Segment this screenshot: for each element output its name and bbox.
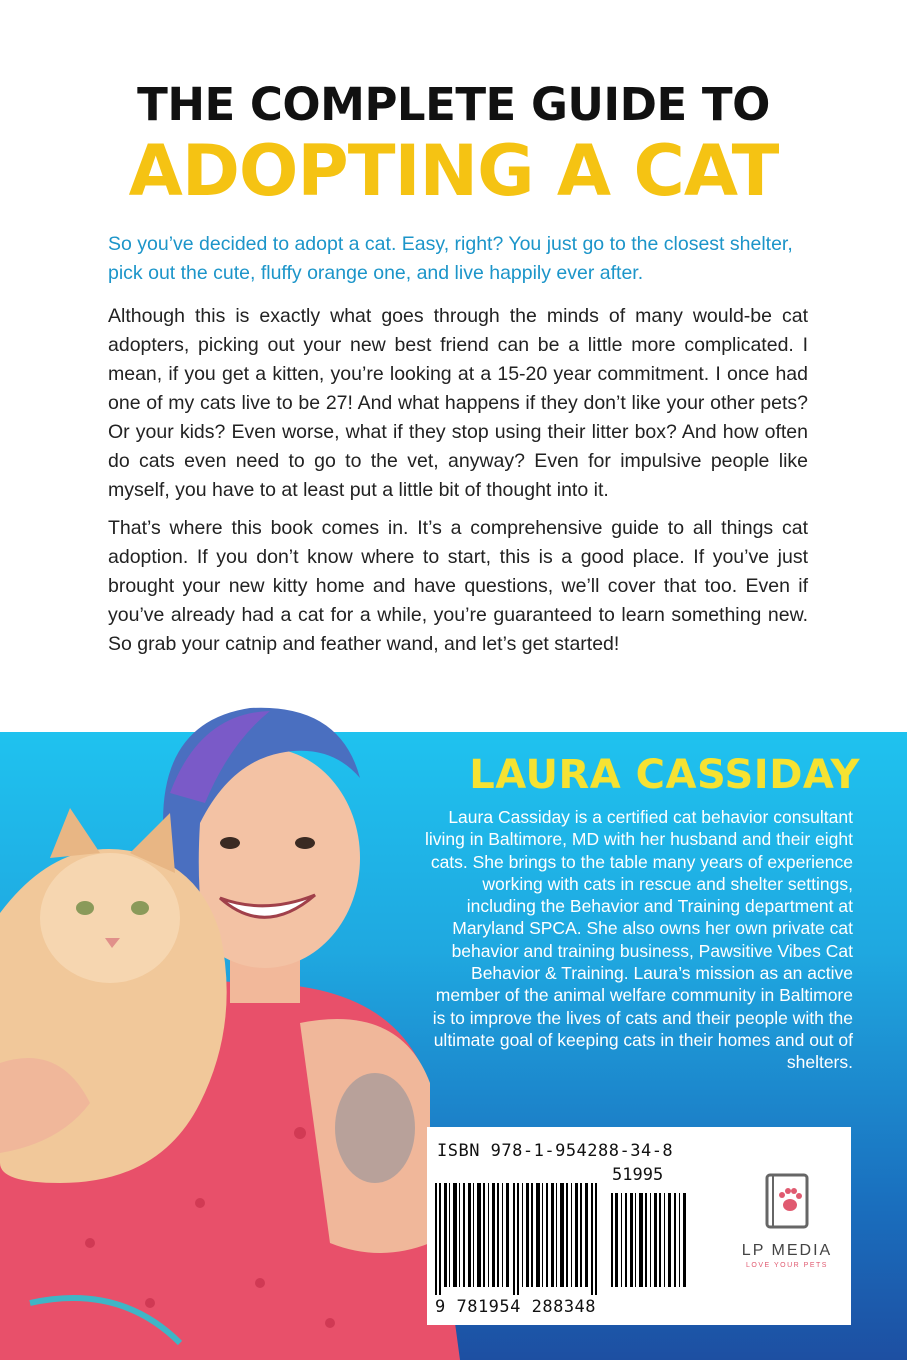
- ean-barcode: [435, 1183, 605, 1295]
- body-paragraph-1: Although this is exactly what goes through the minds of many would-be cat adopters, picking out your new best friend can be a little more complicated. I mean, if you get a kitten, you’re looking at a 15-20 year commitment. I once had one of my cats live to be 27! And what happens if they don’t like your other pets? Or your kids? Even worse, what if they stop using their litter box? And how often do cats even need to go to the vet, anyway? Even for impulsive people like myself, you have to at least put a little bit of thought into it.: [108, 305, 808, 501]
- barcode-panel: [427, 1127, 851, 1325]
- book-paw-icon: [737, 1167, 837, 1307]
- price-code: 51995: [612, 1165, 664, 1185]
- author-bio: Laura Cassiday is a certified cat behavior consultant living in Baltimore, MD with her husband and their eight cats. She brings to the table many years of experience working with cats in rescue and shelter settings, including the Behavior and Training department at Maryland SPCA. She also owns her own private cat behavior and training business, Pawsitive Vibes Cat Behavior & Training. Laura’s mission as an active member of the animal welfare community in Baltimore is to improve the lives of cats and their people with the ultimate goal of keeping cats in their homes and out of shelters.: [425, 807, 853, 1073]
- ean-digits: 9 781954 288348: [435, 1297, 597, 1317]
- title-line-2: ADOPTING A CAT: [128, 130, 779, 212]
- isbn-label: ISBN 978-1-954288-34-8: [437, 1141, 674, 1161]
- author-name: LAURA CASSIDAY: [469, 752, 860, 798]
- price-barcode: [611, 1183, 691, 1287]
- publisher-tagline: LOVE YOUR PETS: [746, 1262, 828, 1269]
- title-line-1: THE COMPLETE GUIDE TO: [137, 78, 770, 131]
- publisher-name: LP MEDIA: [741, 1242, 833, 1259]
- intro-text: So you’ve decided to adopt a cat. Easy, right? You just go to the closest shelter, pick out the cute, fluffy orange one, and live happily ever after.: [108, 233, 793, 284]
- body-paragraph-2: That’s where this book comes in. It’s a comprehensive guide to all things cat adoption. If you don’t know where to start, this is a good place. If you’ve just brought your new kitty home and have questions, we’ll cover that too. Even if you’ve already had a cat for a while, you’re guaranteed to learn something new. So grab your catnip and feather wand, and let’s get started!: [108, 517, 808, 655]
